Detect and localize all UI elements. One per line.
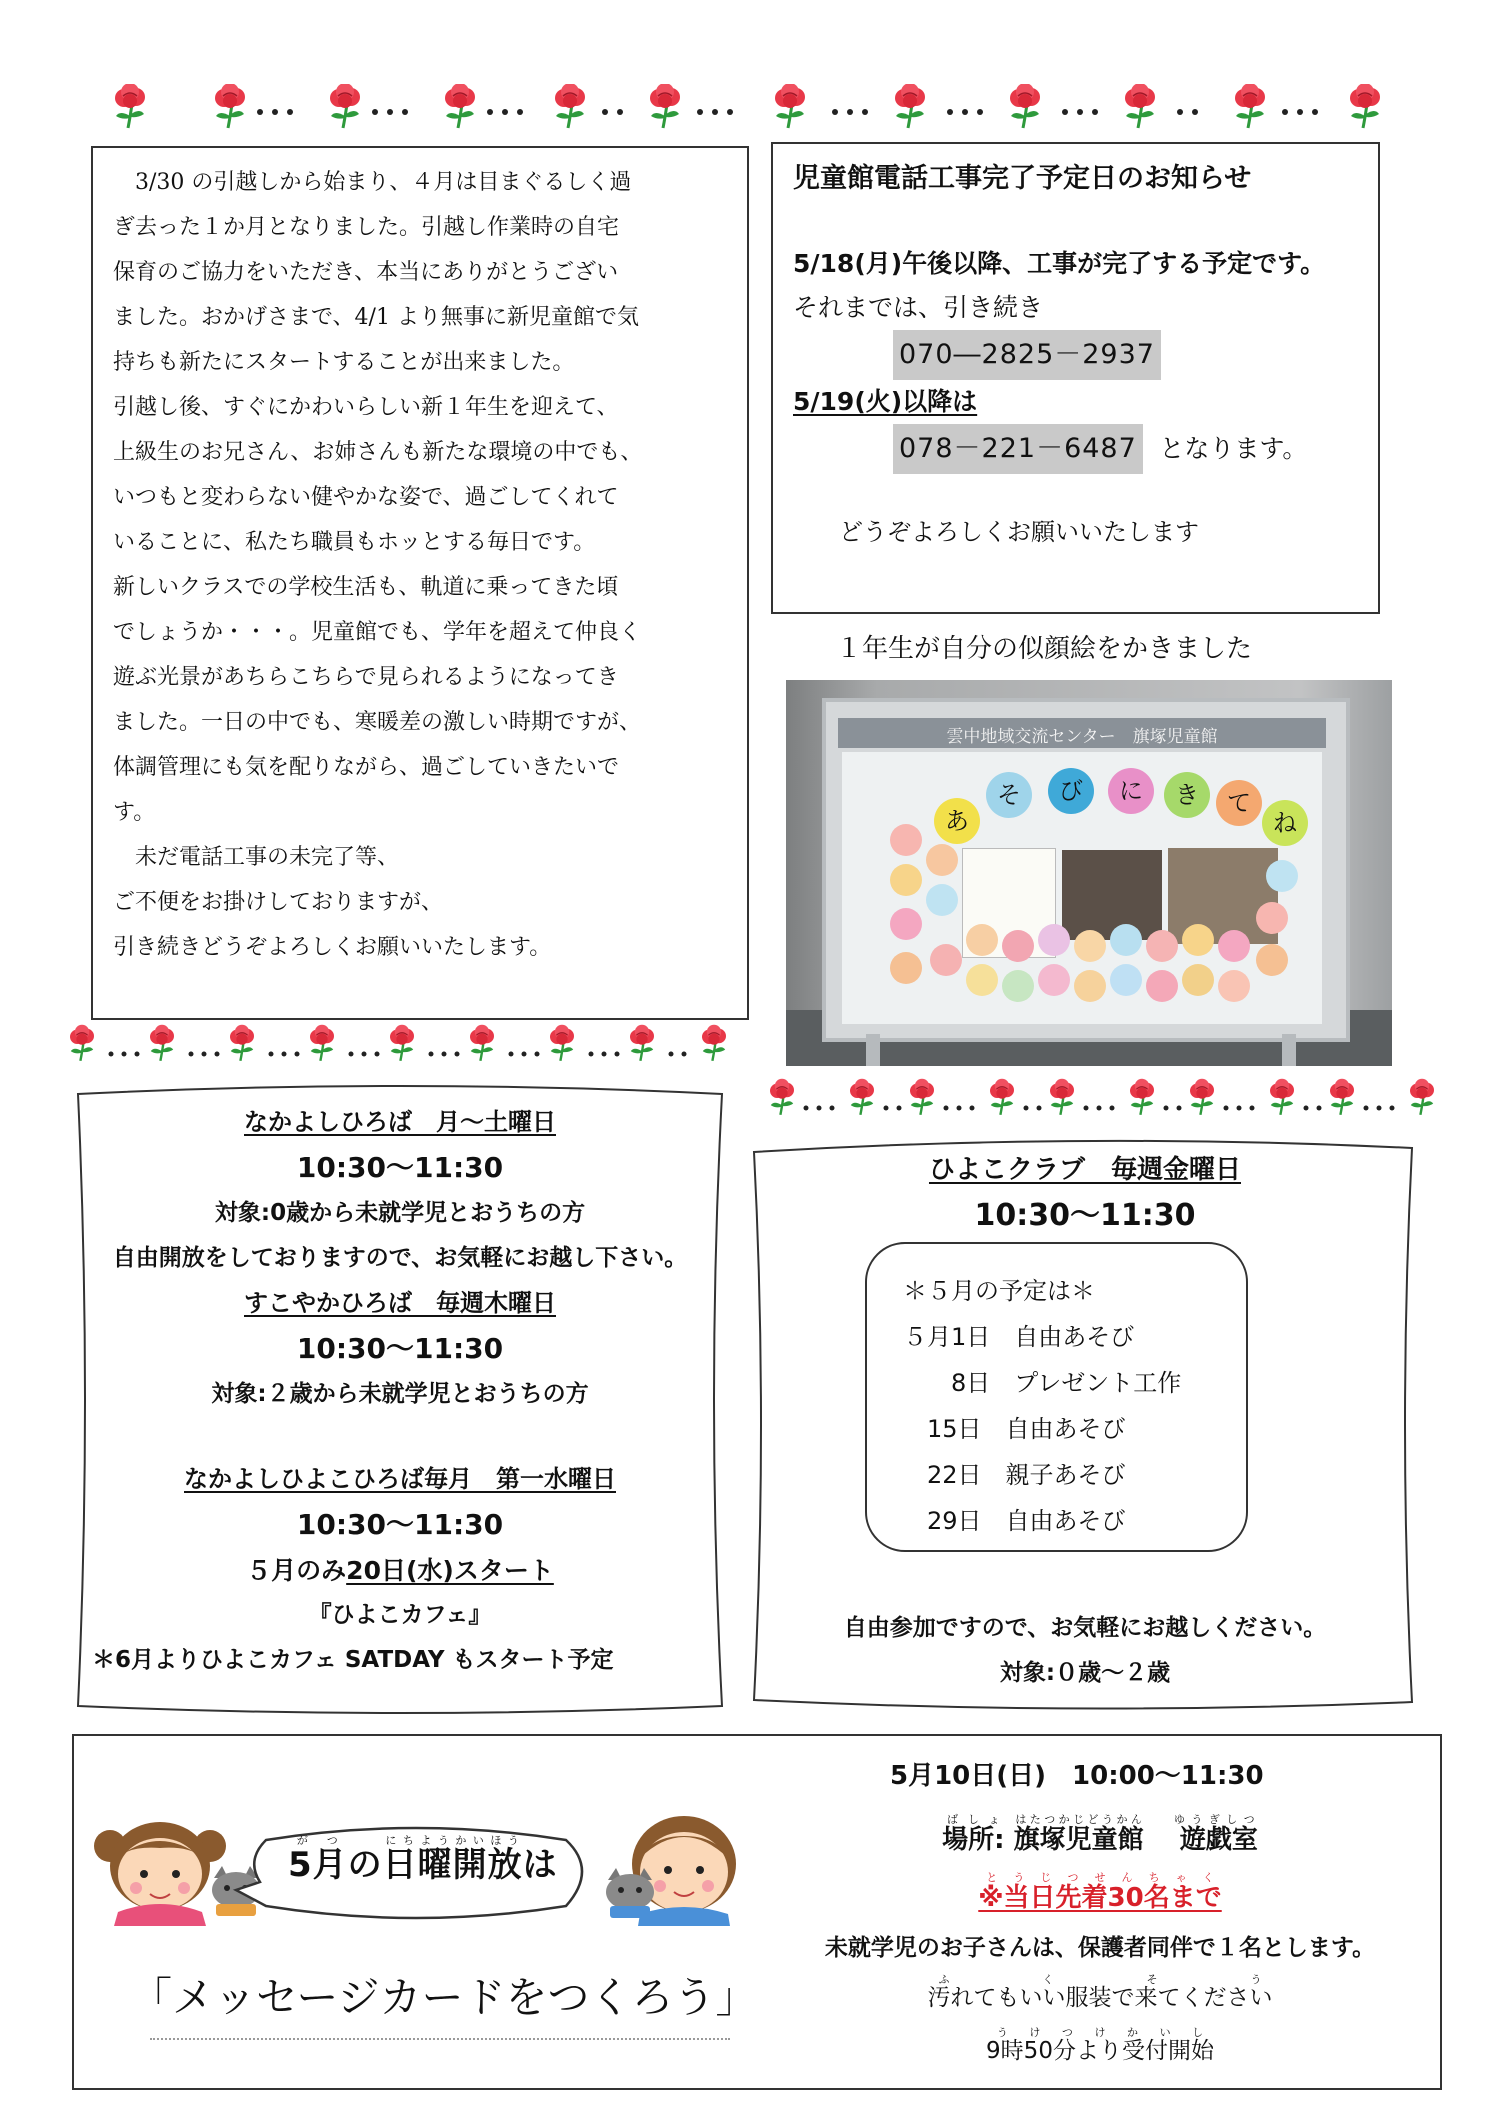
sukoyaka-hiroba-target: 対象:２歳から未就学児とおうちの方	[211, 1381, 589, 1407]
left-schedule	[78, 1100, 722, 1683]
letter-line: でしょうか・・・。児童館でも、学年を超えて仲良く	[113, 620, 642, 645]
sunday-bubble-text: 5月がつの日曜開放にちようかいほうは	[288, 1834, 558, 1885]
sunday-headline: 「メッセージカードをつくろう」	[130, 1973, 758, 2022]
hiyoko-cafe-name: 『ひよこカフェ』	[308, 1602, 492, 1628]
letter-line: ました。一日の中でも、寒暖差の激しい時期ですが、	[113, 710, 642, 735]
letter-line: ました。おかげさまで、4/1 より無事に新児童館で気	[113, 305, 639, 330]
hiyoko-hiroba-start-date: 20日(水)スタート	[346, 1556, 554, 1585]
letter-line: 体調管理にも気を配りながら、過ごしていきたいで	[113, 755, 620, 780]
flower-border-top	[100, 84, 1390, 130]
letter-line: ご不便をお掛けしておりますが、	[113, 890, 444, 915]
bubble-letter: て	[1216, 780, 1262, 826]
photo-caption: １年生が自分の似顔絵をかきました	[836, 634, 1253, 664]
letter-line: いることに、私たち職員もホッとする毎日です。	[113, 530, 596, 555]
hiyoko-club-note: 自由参加ですので、お気軽にお越しください。	[843, 1615, 1327, 1641]
hiyoko-cafe-note: ＊6月よりひよこカフェ SATDAY もスタート予定	[92, 1647, 614, 1673]
bubble-letter: ね	[1262, 800, 1308, 846]
letter-line: 3/30 の引越しから始まり、４月は目まぐるしく過	[113, 170, 632, 195]
notice-line-2: それまでは、引き続き	[793, 293, 1044, 322]
hiyoko-hiroba-start-prefix: ５月のみ	[246, 1556, 347, 1585]
nakayoshi-hiroba-target: 対象:0歳から未就学児とおうちの方	[214, 1200, 586, 1226]
sunday-place: 場所:ばしょ 旗塚児童館はたつかじどうかん 遊戯室ゆうぎしつ	[942, 1813, 1258, 1855]
sunday-note-3: 9時50分より受付開始うけつけかいし	[986, 2026, 1214, 2064]
bubble-letter: に	[1108, 768, 1154, 814]
bubble-letter: そ	[986, 772, 1032, 818]
board-sign-text: 雲中地域交流センター 旗塚児童館	[946, 727, 1218, 747]
phone-number-new: 078－221－6487	[893, 424, 1143, 474]
hiyoko-club	[760, 1148, 1410, 1239]
hiyoko-hiroba-title: なかよしひよこひろば毎月 第一水曜日	[184, 1465, 616, 1493]
bubble-letter: き	[1164, 772, 1210, 818]
flower-border-middle-right	[766, 1078, 1446, 1124]
nakayoshi-hiroba-time: 10:30～11:30	[296, 1151, 504, 1184]
notice-title: 児童館電話工事完了予定日のお知らせ	[793, 163, 1252, 194]
may-schedule-item: 15日 自由あそび	[903, 1415, 1126, 1443]
hiyoko-club-time: 10:30～11:30	[974, 1198, 1196, 1233]
children-portrait-photo	[786, 680, 1392, 1066]
flower-row-icon	[66, 1024, 726, 1070]
letter-line: 保育のご協力をいただき、本当にありがとうござい	[113, 260, 619, 285]
sunday-note-1: 未就学児のお子さんは、保護者同伴で１名とします。	[824, 1935, 1376, 1961]
sunday-first-come: ※当日先着30名までとうじつせんちゃく	[978, 1871, 1222, 1913]
flower-row-icon	[100, 84, 1390, 130]
may-schedule-item: ５月1日 自由あそび	[903, 1323, 1135, 1351]
cat-icon	[600, 1866, 660, 1922]
may-schedule-item: 8日 プレゼント工作	[903, 1369, 1182, 1397]
sukoyaka-hiroba-title: すこやかひろば 毎週木曜日	[244, 1289, 556, 1317]
notice-line-1: 5/18(月)午後以降、工事が完了する予定です。	[793, 249, 1326, 278]
hiyoko-club-title: ひよこクラブ 毎週金曜日	[928, 1155, 1241, 1185]
greeting-letter-text	[113, 160, 729, 970]
letter-line: 持ちも新たにスタートすることが出来ました。	[113, 350, 575, 375]
may-schedule-box	[865, 1242, 1248, 1552]
headline-underline	[150, 2032, 730, 2040]
sukoyaka-hiroba-time: 10:30～11:30	[296, 1332, 504, 1365]
letter-line: 引き続きどうぞよろしくお願いいたします。	[113, 935, 552, 960]
phone-new-suffix: となります。	[1159, 434, 1308, 463]
may-schedule-item: 29日 自由あそび	[903, 1507, 1126, 1535]
sunday-details	[780, 1752, 1420, 2076]
nakayoshi-hiroba-note: 自由開放をしておりますので、お気軽にお越し下さい。	[112, 1245, 688, 1271]
notice-date-2: 5/19(火)以降は	[793, 387, 978, 416]
bubble-ruby-2: 日曜開放にちようかいほう	[382, 1834, 523, 1885]
phone-notice-box	[771, 142, 1380, 614]
letter-line: 上級生のお兄さん、お姉さんも新たな環境の中でも、	[113, 440, 643, 465]
letter-line: 遊ぶ光景があちらこちらで見られるようになってき	[113, 665, 619, 690]
sunday-note-2: 汚れてもいい服装で来てくださいふくそう	[927, 1973, 1273, 2011]
greeting-letter-box	[91, 146, 749, 1020]
letter-line: 新しいクラスでの学校生活も、軌道に乗ってきた頃	[113, 575, 619, 600]
hiyoko-club-target: 対象:０歳～２歳	[999, 1660, 1171, 1686]
flower-border-middle-left	[66, 1024, 726, 1070]
may-schedule-item: 22日 親子あそび	[903, 1461, 1126, 1489]
phone-number-old: 070―2825－2937	[893, 330, 1161, 380]
letter-line: いつもと変わらない健やかな姿で、過ごしてくれて	[113, 485, 619, 510]
portrait-circles-icon	[842, 800, 1322, 1024]
sunday-datetime: 5月10日(日) 10:00～11:30	[890, 1761, 1264, 1791]
may-schedule-title: ＊５月の予定は＊	[903, 1277, 1095, 1305]
letter-line: 引越し後、すぐにかわいらしい新１年生を迎えて、	[113, 395, 619, 420]
notice-closing: どうぞよろしくお願いいたします	[839, 518, 1199, 546]
bubble-ruby-1: 5月がつ	[288, 1834, 348, 1885]
letter-line: 未だ電話工事の未完了等、	[113, 845, 400, 870]
bubble-letter: あ	[934, 798, 980, 844]
nakayoshi-hiroba-title: なかよしひろば 月～土曜日	[244, 1108, 556, 1136]
letter-line: す。	[113, 800, 156, 825]
bubble-letter: び	[1048, 768, 1094, 814]
letter-line: ぎ去った１か月となりました。引越し作業時の自宅	[113, 215, 620, 240]
hiyoko-hiroba-time: 10:30～11:30	[296, 1508, 504, 1541]
flower-row-icon	[766, 1078, 1446, 1124]
